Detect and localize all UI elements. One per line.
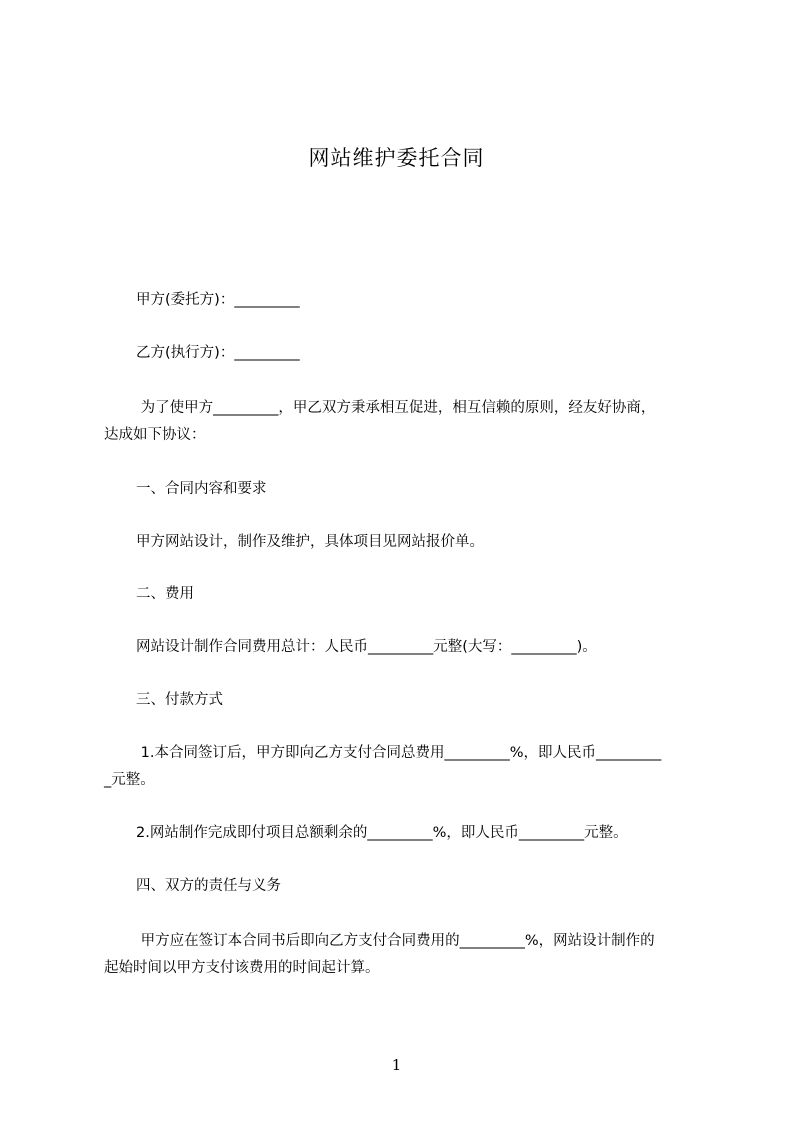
preamble-line-1: 为了使甲方_________，甲乙双方秉承相互促进，相互信赖的原则，经友好协商， xyxy=(136,400,656,416)
preamble-line-2: 达成如下协议： xyxy=(104,427,206,443)
section-1-body: 甲方网站设计，制作及维护，具体项目见网站报价单。 xyxy=(136,534,484,550)
party-b-line: 乙方(执行方)：_________ xyxy=(136,345,300,361)
section-4-body-line-1: 甲方应在签订本合同书后即向乙方支付合同费用的_________%，网站设计制作的 xyxy=(136,933,655,949)
section-4-heading: 四、双方的责任与义务 xyxy=(136,878,281,894)
page-number: 1 xyxy=(391,1056,402,1074)
party-a-line: 甲方(委托方)：_________ xyxy=(136,292,300,308)
payment-item-1-line-2: _元整。 xyxy=(104,772,155,788)
section-2-heading: 二、费用 xyxy=(136,586,194,602)
document-title: 网站维护委托合同 xyxy=(308,146,485,170)
section-1-heading: 一、合同内容和要求 xyxy=(136,481,267,497)
payment-item-2: 2.网站制作完成即付项目总额剩余的_________%，即人民币_________元整。 xyxy=(136,825,628,841)
payment-item-1-line-1: 1.本合同签订后，甲方即向乙方支付合同总费用_________%，即人民币_________ xyxy=(136,745,662,761)
section-4-body-line-2: 起始时间以甲方支付该费用的时间起计算。 xyxy=(104,960,380,976)
section-2-body: 网站设计制作合同费用总计：人民币_________元整(大写：_________)。 xyxy=(136,639,597,655)
section-3-heading: 三、付款方式 xyxy=(136,692,223,708)
